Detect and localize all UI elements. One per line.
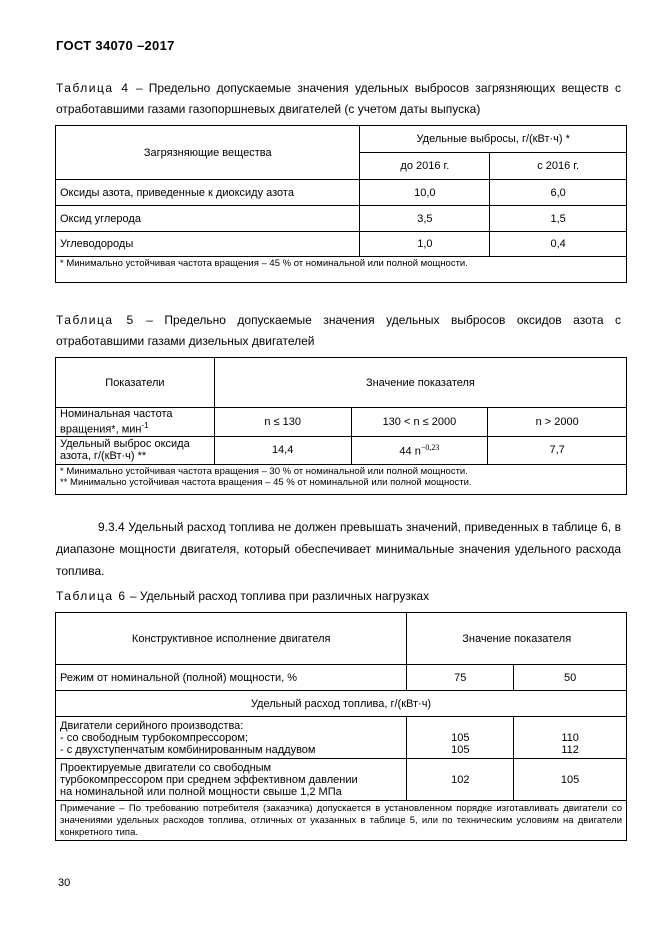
table4-row-name: Оксид углерода xyxy=(56,206,360,232)
table6-col-value: Значение показателя xyxy=(407,613,627,665)
table5-row1-v1: n ≤ 130 xyxy=(214,408,351,437)
table6-caption-text: – Удельный расход топлива при различных нагрузках xyxy=(126,589,430,603)
table4-col-before: до 2016 г. xyxy=(360,153,490,180)
table5-col-param: Показатели xyxy=(56,358,215,408)
table5-note2: ** Минимально устойчивая частота вращения – 45 % от номинальной или полной мощности. xyxy=(60,476,472,488)
table5-note1: * Минимально устойчивая частота вращения – 30 % от номинальной или полной мощности. xyxy=(60,465,468,477)
table6-group2-line2: турбокомпрессором при среднем эффективном давлении xyxy=(60,773,358,786)
table5-row2-v2-base: 44 n xyxy=(399,445,421,458)
table6-group2-v2: 105 xyxy=(514,759,627,801)
table6-group2-label xyxy=(56,759,407,801)
table6-caption xyxy=(56,586,621,607)
table6-group1-v2a: 110 xyxy=(561,731,579,744)
paragraph-9-3-4: 9.3.4 Удельный расход топлива не должен превышать значений, приведенных в таблице 6, в диапазоне мощности двигателя, который обеспечивает минимальные значения удельного расхода топлива. xyxy=(56,520,621,578)
table5-col-value: Значение показателя xyxy=(214,358,626,408)
table4-row-before: 10,0 xyxy=(360,180,490,206)
table6-group1-line3: - с двухступенчатым комбинированным наддувом xyxy=(60,743,316,756)
table5-notes xyxy=(56,464,627,494)
table4-row-after: 0,4 xyxy=(490,232,627,257)
table6-col-design: Конструктивное исполнение двигателя xyxy=(56,613,407,665)
table4-caption-label: Таблица 4 xyxy=(56,81,130,95)
table4-note: * Минимально устойчивая частота вращения – 45 % от номинальной или полной мощности. xyxy=(56,257,627,283)
table4-caption-text: – Предельно допускаемые значения удельных выбросов загрязняющих веществ с отработавшими газами газопоршневых двигателей (с учетом даты выпуска) xyxy=(56,81,621,116)
table6-group1-line2: - со свободным турбокомпрессором; xyxy=(60,731,249,744)
table5-row2-v2 xyxy=(351,436,488,464)
table5-caption xyxy=(56,310,621,352)
table4-row-name: Углеводороды xyxy=(56,232,360,257)
table6-group1-v1a: 105 xyxy=(451,731,470,744)
table6-mode-v1: 75 xyxy=(407,665,514,691)
table4-row-after: 6,0 xyxy=(490,180,627,206)
table4-col-substance: Загрязняющие вещества xyxy=(56,126,360,180)
table5-row1-v2: 130 < n ≤ 2000 xyxy=(351,408,488,437)
table5-row2-v2-exp: −0,23 xyxy=(420,443,440,453)
table4-row-before: 3,5 xyxy=(360,206,490,232)
table6-group1-label xyxy=(56,717,407,759)
table6-group1-v2b: 112 xyxy=(561,743,579,756)
table5-row1-label-text: Номинальная частота вращения*, мин xyxy=(60,408,173,436)
table5-row1-label xyxy=(56,408,215,437)
table4 xyxy=(55,125,627,283)
table6-group2-line3: на номинальной или полной мощности свыше 1,2 МПа xyxy=(60,785,342,798)
table6-note: Примечание – По требованию потребителя (заказчика) допускается в установленном порядке изготавливать двигатели со значениями удельных расходов топлива, отличных от указанных в таблице 5, или по техническим условиям на двигатели конкретного типа. xyxy=(56,801,627,841)
table6-mode-v2: 50 xyxy=(514,665,627,691)
table5-row2-v3: 7,7 xyxy=(488,436,627,464)
table4-row-after: 1,5 xyxy=(490,206,627,232)
table4-col-emissions: Удельные выбросы, г/(кВт·ч) * xyxy=(360,126,627,153)
table6-group2-line1: Проектируемые двигатели со свободным xyxy=(60,761,272,774)
table5-caption-text: – Предельно допускаемые значения удельных выбросов оксидов азота с отработавшими газами дизельных двигателей xyxy=(56,313,621,348)
table5-row1-v3: n > 2000 xyxy=(488,408,627,437)
table4-col-after: с 2016 г. xyxy=(490,153,627,180)
table5-row2-label: Удельный выброс оксида азота, г/(кВт·ч) ** xyxy=(56,436,215,464)
table5-row1-label-sup: -1 xyxy=(141,421,149,430)
table5-caption-label: Таблица 5 xyxy=(56,313,135,327)
table6-group1-line1: Двигатели серийного производства: xyxy=(60,719,244,732)
table4-row-before: 1,0 xyxy=(360,232,490,257)
table4-caption xyxy=(56,78,621,120)
table6-group1-v1b: 105 xyxy=(451,743,470,756)
table5-row2-v1: 14,4 xyxy=(214,436,351,464)
table6-group2-v1: 102 xyxy=(407,759,514,801)
table6-mode-label: Режим от номинальной (полной) мощности, % xyxy=(56,665,407,691)
table6-caption-label: Таблица 6 xyxy=(56,589,127,603)
table6-group1-v1 xyxy=(407,717,514,759)
table5 xyxy=(55,357,627,495)
table6-subheader: Удельный расход топлива, г/(кВт·ч) xyxy=(56,691,627,717)
table6 xyxy=(55,612,627,841)
document-header: ГОСТ 34070 –2017 xyxy=(56,38,175,53)
page-number: 30 xyxy=(58,877,71,889)
table4-row-name: Оксиды азота, приведенные к диоксиду азота xyxy=(56,180,360,206)
table6-group1-v2 xyxy=(514,717,627,759)
